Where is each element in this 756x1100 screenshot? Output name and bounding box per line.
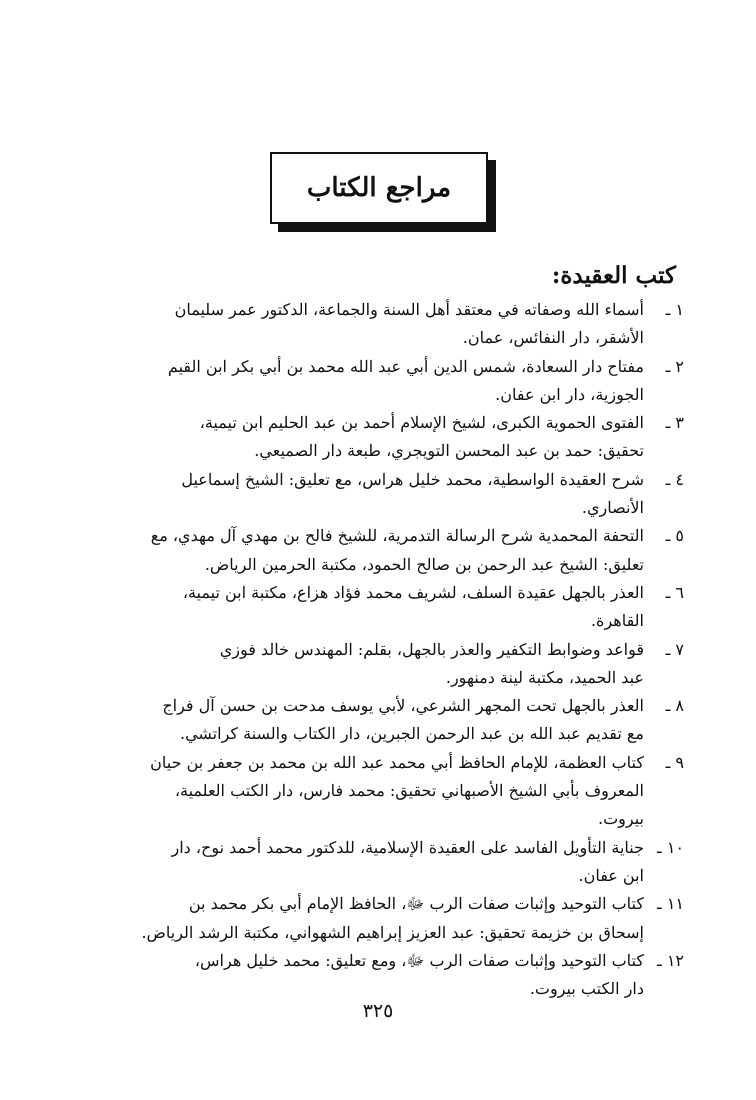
reference-number: ٧ ـ xyxy=(665,639,684,659)
reference-number: ٣ ـ xyxy=(665,413,684,433)
title-frame xyxy=(270,152,496,234)
reference-item-4 xyxy=(74,466,684,523)
reference-text: أسماء الله وصفاته في معتقد أهل السنة والجماعة، الدكتور عمر سليمان الأشقر، دار النفائس، عمان. xyxy=(174,300,644,348)
reference-text: التحفة المحمدية شرح الرسالة التدمرية، للشيخ فالح بن مهدي آل مهدي، مع تعليق: الشيخ عبد الرحمن بن صالح الحمود، مكتبة الحرمين الرياض. xyxy=(150,526,644,574)
reference-item-8 xyxy=(74,692,684,749)
reference-text: العذر بالجهل عقيدة السلف، لشريف محمد فؤاد هزاع، مكتبة ابن تيمية، القاهرة. xyxy=(182,582,644,631)
reference-item-2 xyxy=(74,353,684,410)
reference-item-5 xyxy=(74,522,684,579)
reference-text: مفتاح دار السعادة، شمس الدين أبي عبد الله محمد بن أبي بكر ابن القيم الجوزية، دار ابن عفان. xyxy=(167,356,644,404)
reference-text: الفتوى الحموية الكبرى، لشيخ الإسلام أحمد بن عبد الحليم ابن تيمية، تحقيق: حمد بن عبد المحسن التويجري، طبعة دار الصميعي. xyxy=(199,413,644,461)
reference-number: ٦ ـ xyxy=(665,582,684,602)
reference-number: ١٠ ـ xyxy=(657,837,684,857)
reference-item-9 xyxy=(74,749,684,834)
reference-item-1 xyxy=(74,296,684,353)
reference-item-7 xyxy=(74,636,684,693)
reference-number: ٢ ـ xyxy=(665,356,684,376)
page-number: ٣٢٥ xyxy=(362,1000,394,1022)
reference-text: قواعد وضوابط التكفير والعذر بالجهل، بقلم: المهندس خالد فوزي عبد الحميد، مكتبة لينة دمنهور. xyxy=(219,639,644,687)
reference-list xyxy=(74,296,684,1003)
reference-item-6 xyxy=(74,579,684,636)
reference-text: كتاب التوحيد وإثبات صفات الرب ﷻ، ومع تعليق: محمد خليل هراس، دار الكتب بيروت. xyxy=(194,950,644,999)
title-box xyxy=(270,152,488,224)
reference-text: كتاب العظمة، للإمام الحافظ أبي محمد عبد الله بن محمد بن جعفر بن حيان المعروف بأبي الشيخ الأصبهاني تحقيق: محمد فارس، دار الكتب العلمية، بيروت. xyxy=(150,752,644,829)
reference-number: ١٢ ـ xyxy=(657,950,684,970)
reference-item-11 xyxy=(74,890,684,947)
reference-item-10 xyxy=(74,834,684,891)
reference-text: جناية التأويل الفاسد على العقيدة الإسلامية، للدكتور محمد أحمد نوح، دار ابن عفان. xyxy=(171,837,644,885)
reference-number: ٤ ـ xyxy=(665,469,684,489)
reference-item-12 xyxy=(74,947,684,1004)
reference-item-3 xyxy=(74,409,684,466)
reference-number: ١١ ـ xyxy=(657,894,684,914)
page-title: مراجع الكتاب xyxy=(306,173,452,203)
reference-number: ٨ ـ xyxy=(665,696,684,716)
reference-text: كتاب التوحيد وإثبات صفات الرب ﷻ، الحافظ الإمام أبي بكر محمد بن إسحاق بن خزيمة تحقيق: عبد العزيز إبراهيم الشهواني، مكتبة الرشد الرياض. xyxy=(141,894,644,942)
reference-number: ١ ـ xyxy=(665,300,684,319)
section-heading: كتب العقيدة: xyxy=(551,262,676,289)
reference-text: شرح العقيدة الواسطية، محمد خليل هراس، مع تعليق: الشيخ إسماعيل الأنصاري. xyxy=(181,469,644,518)
reference-number: ٩ ـ xyxy=(665,752,684,772)
reference-text: العذر بالجهل تحت المجهر الشرعي، لأبي يوسف مدحت بن حسن آل فراج مع تقديم عبد الله بن عبد الرحمن الجبرين، دار الكتاب والسنة كراتشي. xyxy=(162,696,644,744)
reference-number: ٥ ـ xyxy=(665,526,684,546)
